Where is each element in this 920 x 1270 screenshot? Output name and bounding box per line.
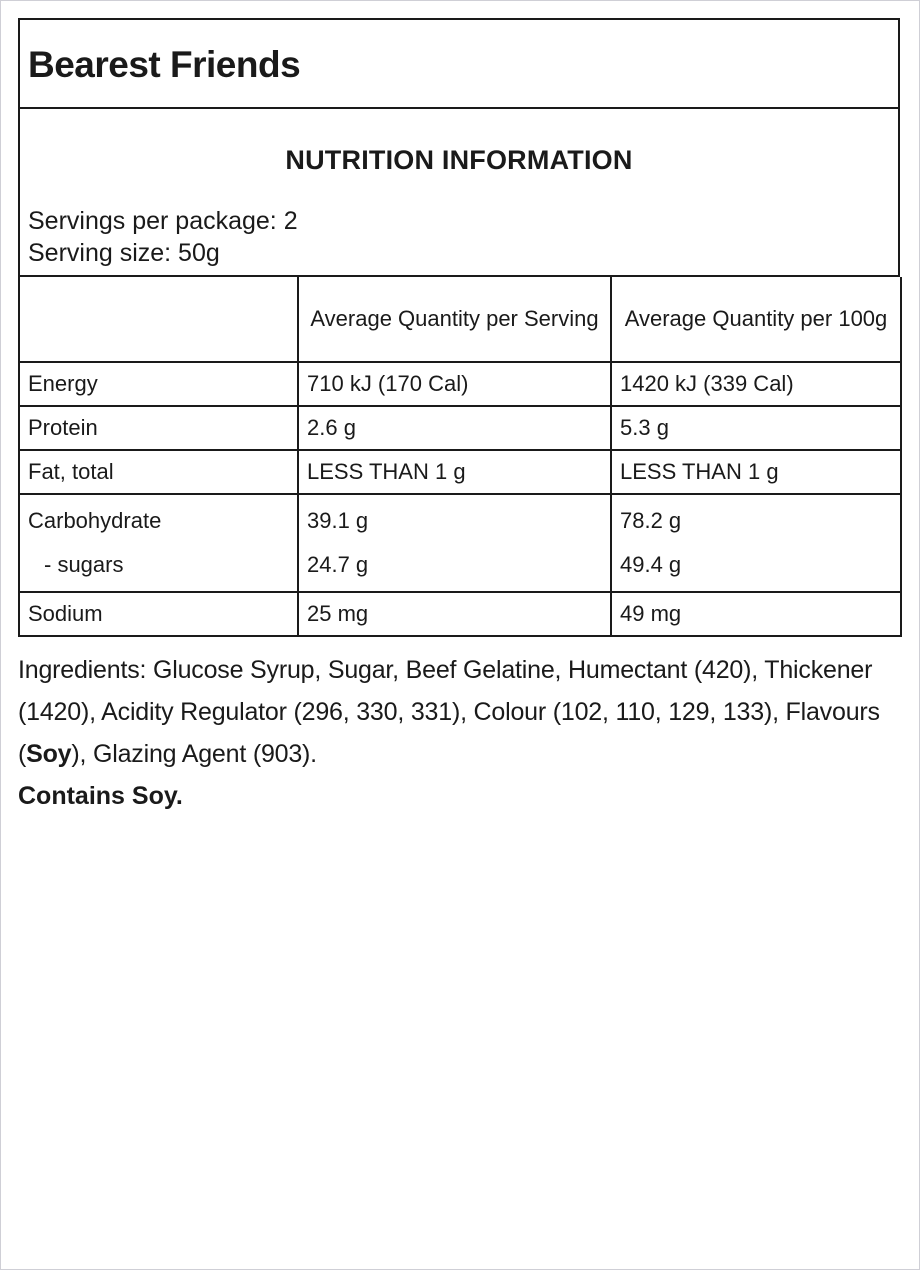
nutrient-name: Fat, total — [19, 450, 298, 494]
table-row-sodium — [19, 592, 901, 636]
nutrient-name: Protein — [19, 406, 298, 450]
serving-info — [28, 205, 298, 269]
per-100g-value: LESS THAN 1 g — [611, 450, 901, 494]
table-row-carbohydrate — [19, 494, 901, 592]
product-title-box — [18, 18, 900, 109]
per-serving-value: LESS THAN 1 g — [298, 450, 611, 494]
per-serving-value: 39.1 g — [307, 508, 369, 533]
nutrient-name: Sodium — [19, 592, 298, 636]
nutrient-name: Energy — [19, 362, 298, 406]
nutrient-name-cell — [19, 494, 298, 592]
nutrition-header — [18, 109, 900, 277]
sub-per-100g-value: 49.4 g — [620, 552, 682, 577]
nutrition-table — [18, 277, 902, 637]
per-serving-value: 25 mg — [298, 592, 611, 636]
per-100g-cell — [611, 494, 901, 592]
ingredients-text-end: ), Glazing Agent (903). — [71, 740, 317, 768]
column-header-per-serving: Average Quantity per Serving — [298, 277, 611, 362]
serving-size: Serving size: 50g — [28, 239, 220, 267]
per-100g-value: 1420 kJ (339 Cal) — [611, 362, 901, 406]
per-100g-value: 49 mg — [611, 592, 901, 636]
table-row-protein — [19, 406, 901, 450]
table-row-energy — [19, 362, 901, 406]
table-row-fat — [19, 450, 901, 494]
allergen-highlight: Soy — [26, 740, 72, 768]
nutrition-heading: NUTRITION INFORMATION — [285, 145, 633, 175]
ingredients-text: Ingredients: Glucose Syrup, Sugar, Beef Gelatine, Humectant (420), Thickener (1420), Acidity Regulator (296, 330, 331), Colour (102, 110, 129, 133), Flavours ( — [18, 656, 880, 768]
per-100g-value: 78.2 g — [620, 508, 682, 533]
allergen-statement: Contains Soy. — [18, 782, 183, 810]
ingredients-list — [18, 649, 900, 775]
per-100g-value: 5.3 g — [611, 406, 901, 450]
per-serving-cell — [298, 494, 611, 592]
nutrient-name: Carbohydrate — [28, 508, 162, 533]
table-header-row — [19, 277, 901, 362]
sub-per-serving-value: 24.7 g — [307, 552, 369, 577]
servings-per-package: Servings per package: 2 — [28, 207, 298, 235]
nutrition-label — [18, 18, 900, 813]
per-serving-value: 2.6 g — [298, 406, 611, 450]
product-title: Bearest Friends — [28, 43, 301, 85]
per-serving-value: 710 kJ (170 Cal) — [298, 362, 611, 406]
sub-nutrient-name: - sugars — [44, 552, 124, 577]
column-header-nutrient — [19, 277, 298, 362]
column-header-per-100g: Average Quantity per 100g — [611, 277, 901, 362]
